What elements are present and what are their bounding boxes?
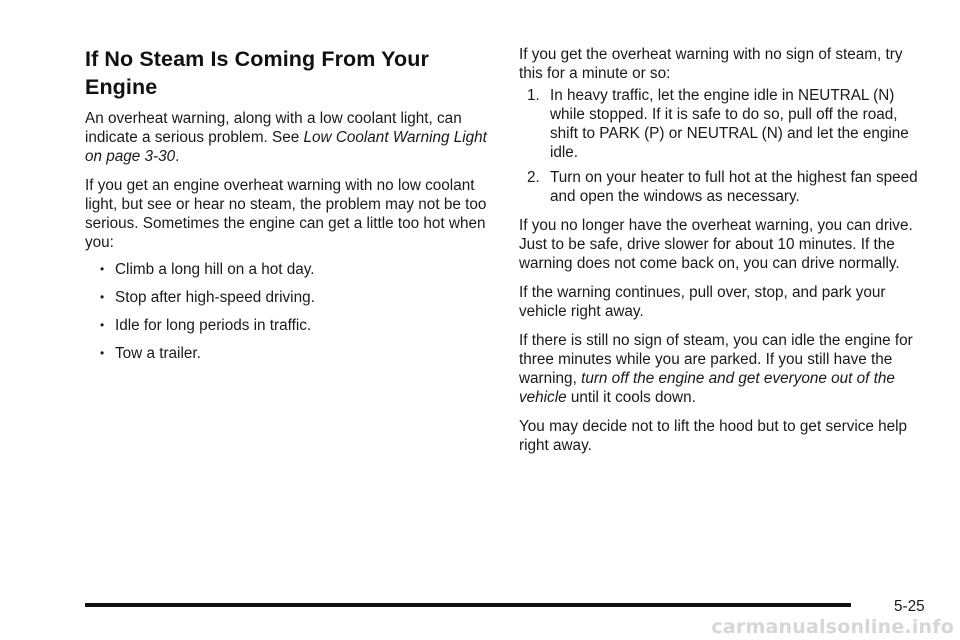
list-item bbox=[85, 316, 495, 335]
left-column bbox=[85, 0, 495, 363]
list-item-text: Idle for long periods in traffic. bbox=[115, 317, 312, 334]
page-number: 5-25 bbox=[894, 598, 925, 615]
intro-text: An overheat warning, along with a low coolant light, can indicate a serious problem. See bbox=[85, 110, 462, 146]
list-item bbox=[85, 288, 495, 307]
still-no-steam-end: until it cools down. bbox=[566, 389, 696, 406]
right-column bbox=[519, 45, 929, 455]
bullet-icon: • bbox=[100, 346, 105, 360]
step-item bbox=[519, 168, 929, 206]
step-number: 2. bbox=[527, 169, 540, 186]
list-item bbox=[85, 344, 495, 363]
intro-end: . bbox=[175, 148, 180, 165]
step-text: Turn on your heater to full hot at the highest fan speed and open the windows as necessary. bbox=[550, 169, 918, 205]
list-item-text: Climb a long hill on a hot day. bbox=[115, 261, 315, 278]
bullet-icon: • bbox=[100, 290, 105, 304]
no-longer-warning-paragraph: If you no longer have the overheat warning, you can drive. Just to be safe, drive slower for about 10 minutes. If the warning does not come back on, you can drive normally. bbox=[519, 217, 913, 272]
cross-reference-link[interactable]: Low Coolant Warning Light on page 3-30 bbox=[85, 129, 487, 165]
procedure-intro: If you get the overheat warning with no sign of steam, try this for a minute or so: bbox=[519, 46, 903, 82]
list-item-text: Tow a trailer. bbox=[115, 345, 201, 362]
emphasis-text: turn off the engine and get everyone out of the vehicle bbox=[519, 370, 895, 406]
warning-continues-paragraph: If the warning continues, pull over, stop, and park your vehicle right away. bbox=[519, 284, 886, 320]
step-item bbox=[519, 86, 929, 162]
conditions-list bbox=[85, 260, 495, 363]
bullet-icon: • bbox=[100, 262, 105, 276]
still-no-steam-text: If there is still no sign of steam, you can idle the engine for three minutes while you are parked. If you still have the warning, bbox=[519, 332, 913, 387]
step-number: 1. bbox=[527, 87, 540, 104]
still-no-steam-paragraph bbox=[519, 331, 929, 407]
bullet-icon: • bbox=[100, 318, 105, 332]
footer-rule bbox=[85, 603, 851, 607]
procedure-steps bbox=[519, 86, 929, 206]
step-text: In heavy traffic, let the engine idle in NEUTRAL (N) while stopped. If it is safe to do so, pull off the road, shift to PARK (P) or NEUTRAL (N) and let the engine idle. bbox=[550, 87, 909, 161]
section-heading: If No Steam Is Coming From Your Engine bbox=[85, 47, 429, 99]
overheat-paragraph: If you get an engine overheat warning with no low coolant light, but see or hear no steam, the problem may not be too serious. Sometimes the engine can get a little too hot when you: bbox=[85, 177, 487, 251]
hood-paragraph: You may decide not to lift the hood but to get service help right away. bbox=[519, 418, 908, 454]
intro-paragraph bbox=[85, 109, 495, 166]
watermark: carmanualsonline.info bbox=[711, 616, 954, 638]
list-item-text: Stop after high-speed driving. bbox=[115, 289, 315, 306]
list-item bbox=[85, 260, 495, 279]
